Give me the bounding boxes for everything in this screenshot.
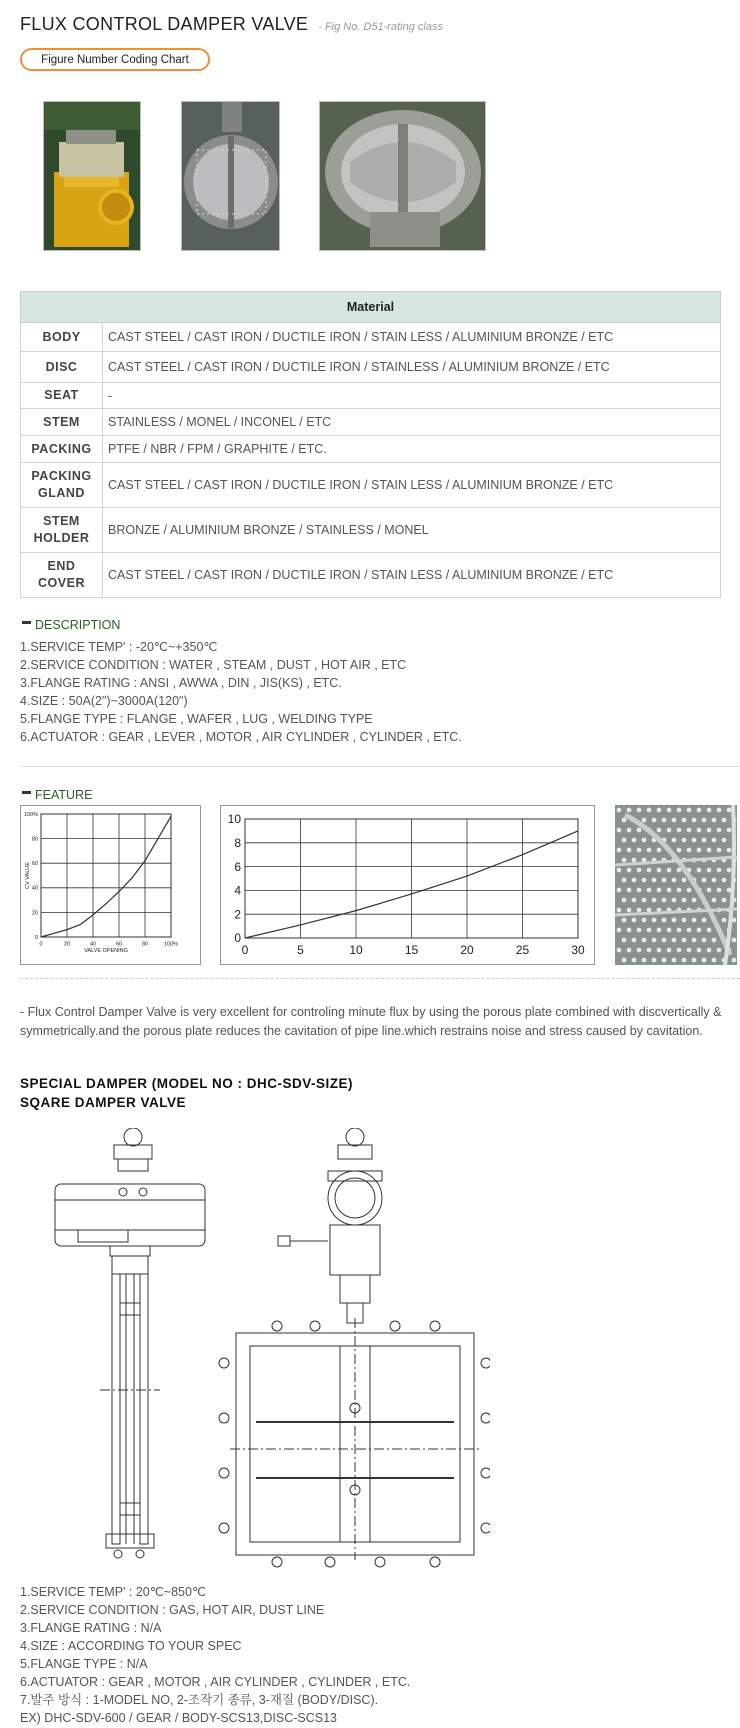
list-item: 4.SIZE : 50A(2")~3000A(120") bbox=[20, 694, 188, 708]
perforation-hole bbox=[637, 868, 642, 873]
perforation-hole bbox=[717, 888, 722, 893]
perforation-hole bbox=[627, 808, 632, 813]
perforation-hole bbox=[722, 818, 727, 823]
y-axis-label: CV VALUE bbox=[25, 862, 31, 889]
list-item: 3.FLANGE RATING : N/A bbox=[20, 1621, 162, 1635]
perforation-hole bbox=[657, 828, 662, 833]
perforation-hole bbox=[617, 908, 622, 913]
perforation-hole bbox=[687, 888, 692, 893]
table-row bbox=[21, 553, 721, 598]
perforation-hole bbox=[672, 958, 677, 963]
perforation-hole bbox=[672, 898, 677, 903]
list-item: 1.SERVICE TEMP' : -20℃~+350℃ bbox=[20, 640, 218, 654]
description-list bbox=[20, 638, 462, 746]
perforation-hole bbox=[657, 948, 662, 953]
table-row bbox=[21, 323, 721, 352]
description-heading: DESCRIPTION bbox=[22, 618, 120, 632]
perforation-hole bbox=[642, 938, 647, 943]
y-tick-label: 60 bbox=[31, 861, 38, 868]
perforation-hole bbox=[672, 918, 677, 923]
perforation-hole bbox=[652, 958, 657, 963]
perforation-hole bbox=[617, 948, 622, 953]
perforation-hole bbox=[682, 958, 687, 963]
y-tick-label: 4 bbox=[234, 883, 241, 898]
perforation-hole bbox=[632, 878, 637, 883]
perforation-hole bbox=[617, 888, 622, 893]
perforation-hole bbox=[717, 808, 722, 813]
square-damper-drawing bbox=[40, 1128, 490, 1568]
perforation-hole bbox=[637, 808, 642, 813]
perforation-hole bbox=[692, 898, 697, 903]
perforation-hole bbox=[652, 898, 657, 903]
row-value: - bbox=[103, 383, 721, 409]
perforation-hole bbox=[632, 958, 637, 963]
porous-plate-photo bbox=[615, 805, 737, 965]
perforation-hole bbox=[667, 868, 672, 873]
perforation-hole bbox=[652, 818, 657, 823]
perforation-hole bbox=[697, 928, 702, 933]
page-subtitle: - Fig No. D51-rating class bbox=[318, 21, 443, 33]
x-tick-label: 60 bbox=[115, 941, 123, 948]
perforation-hole bbox=[707, 888, 712, 893]
perforation-hole bbox=[677, 848, 682, 853]
list-item: 5.FLANGE TYPE : N/A bbox=[20, 1657, 148, 1671]
perforation-hole bbox=[642, 898, 647, 903]
perforation-hole bbox=[712, 898, 717, 903]
y-tick-label: 80 bbox=[31, 836, 38, 843]
perforation-hole bbox=[622, 938, 627, 943]
perforation-hole bbox=[642, 818, 647, 823]
perforation-hole bbox=[702, 838, 707, 843]
perforation-hole bbox=[687, 928, 692, 933]
valve-photo-interior bbox=[319, 101, 486, 251]
perforation-hole bbox=[622, 898, 627, 903]
perforation-hole bbox=[672, 878, 677, 883]
y-tick-label: 8 bbox=[234, 836, 241, 850]
row-value: BRONZE / ALUMINIUM BRONZE / STAINLESS / MONEL bbox=[103, 508, 721, 553]
perforation-hole bbox=[697, 948, 702, 953]
perforation-hole bbox=[697, 808, 702, 813]
perforation-hole bbox=[702, 818, 707, 823]
list-item: 2.SERVICE CONDITION : GAS, HOT AIR, DUST LINE bbox=[20, 1603, 325, 1617]
x-tick-label: 15 bbox=[404, 943, 419, 957]
x-tick-label: 20 bbox=[63, 941, 71, 948]
list-item: EX) DHC-SDV-600 / GEAR / BODY-SCS13,DISC-SCS13 bbox=[20, 1711, 337, 1725]
title-row bbox=[20, 14, 443, 35]
perforation-hole bbox=[727, 868, 732, 873]
perforation-hole bbox=[642, 838, 647, 843]
perforation-hole bbox=[627, 868, 632, 873]
perforation-hole bbox=[617, 868, 622, 873]
valve-photo-yellow bbox=[43, 101, 141, 251]
list-item: 6.ACTUATOR : GEAR , MOTOR , AIR CYLINDER , CYLINDER , ETC. bbox=[20, 1675, 411, 1689]
perforation-hole bbox=[677, 828, 682, 833]
perforation-hole bbox=[677, 948, 682, 953]
perforation-hole bbox=[647, 848, 652, 853]
perforation-hole bbox=[637, 848, 642, 853]
y-tick-label: 100% bbox=[23, 811, 38, 818]
perforation-hole bbox=[717, 948, 722, 953]
perforation-hole bbox=[617, 808, 622, 813]
row-key: END COVER bbox=[21, 553, 103, 598]
front-view-drawing bbox=[219, 1128, 490, 1567]
plot-area-frame bbox=[41, 814, 171, 937]
perforation-hole bbox=[707, 928, 712, 933]
perforation-hole bbox=[642, 878, 647, 883]
y-tick-label: 0 bbox=[34, 934, 38, 941]
x-tick-label: 40 bbox=[89, 941, 97, 948]
side-view-drawing bbox=[55, 1128, 205, 1558]
perforation-hole bbox=[622, 818, 627, 823]
perforation-hole bbox=[692, 818, 697, 823]
page-title: FLUX CONTROL DAMPER VALVE bbox=[20, 14, 309, 34]
perforation-hole bbox=[662, 918, 667, 923]
table-row bbox=[21, 352, 721, 383]
perforation-hole bbox=[627, 908, 632, 913]
perforation-hole bbox=[682, 838, 687, 843]
x-tick-label: 100% bbox=[163, 941, 179, 948]
perforation-hole bbox=[617, 828, 622, 833]
perforation-hole bbox=[717, 868, 722, 873]
perforation-hole bbox=[707, 828, 712, 833]
perforation-hole bbox=[722, 898, 727, 903]
perforation-hole bbox=[727, 848, 732, 853]
perforation-hole bbox=[707, 808, 712, 813]
material-table bbox=[20, 291, 721, 598]
perforation-hole bbox=[662, 818, 667, 823]
perforation-hole bbox=[677, 888, 682, 893]
perforation-hole bbox=[637, 948, 642, 953]
table-row bbox=[21, 436, 721, 463]
table-row bbox=[21, 409, 721, 436]
list-item: 7.발주 방식 : 1-MODEL NO, 2-조작기 종류, 3-재질 (BODY/DISC). bbox=[20, 1693, 379, 1707]
perforation-hole bbox=[622, 858, 627, 863]
table-row bbox=[21, 383, 721, 409]
perforation-hole bbox=[627, 888, 632, 893]
y-tick-label: 2 bbox=[234, 907, 241, 922]
perforation-hole bbox=[667, 808, 672, 813]
perforation-hole bbox=[702, 958, 707, 963]
row-key: BODY bbox=[21, 323, 103, 352]
perforation-hole bbox=[672, 938, 677, 943]
perforation-hole bbox=[722, 838, 727, 843]
row-key: STEM HOLDER bbox=[21, 508, 103, 553]
perforation-hole bbox=[637, 888, 642, 893]
perforation-hole bbox=[647, 908, 652, 913]
row-value: PTFE / NBR / FPM / GRAPHITE / ETC. bbox=[103, 436, 721, 463]
row-value: CAST STEEL / CAST IRON / DUCTILE IRON / STAINLESS / ALUMINIUM BRONZE / ETC bbox=[103, 352, 721, 383]
perforation-hole bbox=[687, 948, 692, 953]
perforation-hole bbox=[677, 928, 682, 933]
perforation-hole bbox=[687, 828, 692, 833]
perforation-hole bbox=[632, 898, 637, 903]
perforation-hole bbox=[632, 838, 637, 843]
x-tick-label: 10 bbox=[349, 943, 363, 957]
perforation-hole bbox=[662, 958, 667, 963]
y-tick-label: 40 bbox=[31, 885, 38, 892]
dashed-divider bbox=[20, 978, 740, 979]
x-tick-label: 25 bbox=[515, 943, 530, 957]
perforation-hole bbox=[682, 818, 687, 823]
perforation-hole bbox=[702, 938, 707, 943]
perforation-hole bbox=[622, 878, 627, 883]
perforation-hole bbox=[617, 928, 622, 933]
perforation-hole bbox=[662, 898, 667, 903]
perforation-hole bbox=[617, 848, 622, 853]
perforation-hole bbox=[652, 918, 657, 923]
list-item: 2.SERVICE CONDITION : WATER , STEAM , DUST , HOT AIR , ETC bbox=[20, 658, 407, 672]
list-item: 6.ACTUATOR : GEAR , LEVER , MOTOR , AIR CYLINDER , CYLINDER , ETC. bbox=[20, 730, 462, 744]
perforation-hole bbox=[682, 918, 687, 923]
perforation-hole bbox=[662, 938, 667, 943]
list-item: 1.SERVICE TEMP' : 20℃~850℃ bbox=[20, 1585, 206, 1599]
perforation-hole bbox=[627, 948, 632, 953]
perforation-hole bbox=[652, 938, 657, 943]
perforation-hole bbox=[622, 838, 627, 843]
perforation-hole bbox=[727, 808, 732, 813]
material-table-header: Material bbox=[21, 292, 721, 323]
perforation-hole bbox=[632, 918, 637, 923]
perforation-hole bbox=[687, 848, 692, 853]
heading-bar-icon bbox=[22, 791, 31, 794]
perforation-hole bbox=[692, 958, 697, 963]
row-value: CAST STEEL / CAST IRON / DUCTILE IRON / STAIN LESS / ALUMINIUM BRONZE / ETC bbox=[103, 323, 721, 352]
perforation-hole bbox=[717, 828, 722, 833]
perforation-hole bbox=[647, 868, 652, 873]
perforation-hole bbox=[667, 888, 672, 893]
perforation-hole bbox=[707, 948, 712, 953]
perforation-hole bbox=[692, 918, 697, 923]
perforation-hole bbox=[667, 828, 672, 833]
perforation-hole bbox=[697, 868, 702, 873]
perforation-hole bbox=[707, 848, 712, 853]
perforation-hole bbox=[672, 818, 677, 823]
feature-description: - Flux Control Damper Valve is very excellent for controling minute flux by using the porous plate combined with discvertically & symmetrically.and the porous plate reduces the cavitation of pipe line.which restrains noise and stress caused by cavitation. bbox=[20, 1005, 722, 1038]
list-item: 5.FLANGE TYPE : FLANGE , WAFER , LUG , WELDING TYPE bbox=[20, 712, 373, 726]
special-title-line2: SQARE DAMPER VALVE bbox=[20, 1095, 187, 1110]
x-tick-label: 0 bbox=[39, 941, 43, 948]
x-tick-label: 30 bbox=[571, 943, 585, 957]
special-title-line1: SPECIAL DAMPER (MODEL NO : DHC-SDV-SIZE) bbox=[20, 1076, 354, 1091]
perforation-hole bbox=[722, 918, 727, 923]
perforation-hole bbox=[647, 928, 652, 933]
row-key: DISC bbox=[21, 352, 103, 383]
perforation-hole bbox=[702, 918, 707, 923]
perforation-hole bbox=[732, 958, 737, 963]
list-item: 3.FLANGE RATING : ANSI , AWWA , DIN , JIS(KS) , ETC. bbox=[20, 676, 342, 690]
perforation-hole bbox=[652, 878, 657, 883]
perforation-hole bbox=[622, 958, 627, 963]
perforation-hole bbox=[692, 838, 697, 843]
perforation-hole bbox=[697, 848, 702, 853]
perforation-hole bbox=[702, 878, 707, 883]
perforation-hole bbox=[637, 928, 642, 933]
list-item: 4.SIZE : ACCORDING TO YOUR SPEC bbox=[20, 1639, 242, 1653]
perforation-hole bbox=[627, 928, 632, 933]
perforation-hole bbox=[627, 848, 632, 853]
perforation-hole bbox=[682, 938, 687, 943]
row-value: CAST STEEL / CAST IRON / DUCTILE IRON / STAIN LESS / ALUMINIUM BRONZE / ETC bbox=[103, 463, 721, 508]
special-damper-title bbox=[20, 1074, 353, 1112]
row-key: SEAT bbox=[21, 383, 103, 409]
perforation-hole bbox=[632, 938, 637, 943]
row-key: PACKING GLAND bbox=[21, 463, 103, 508]
perforation-hole bbox=[647, 888, 652, 893]
cv-curve-chart bbox=[20, 805, 201, 965]
perforation-hole bbox=[712, 818, 717, 823]
perforation-hole bbox=[662, 878, 667, 883]
perforation-hole bbox=[647, 808, 652, 813]
row-key: PACKING bbox=[21, 436, 103, 463]
perforation-hole bbox=[667, 948, 672, 953]
perforation-hole bbox=[657, 868, 662, 873]
x-tick-label: 80 bbox=[141, 941, 149, 948]
perforation-hole bbox=[642, 958, 647, 963]
y-tick-label: 10 bbox=[227, 812, 241, 827]
perforation-hole bbox=[732, 938, 737, 943]
perforation-hole bbox=[632, 858, 637, 863]
perforation-hole bbox=[667, 928, 672, 933]
perforation-hole bbox=[712, 958, 717, 963]
flux-line-chart bbox=[220, 805, 595, 965]
perforation-hole bbox=[682, 898, 687, 903]
valve-photo-disc bbox=[181, 101, 280, 251]
feature-heading: FEATURE bbox=[22, 788, 92, 802]
perforation-hole bbox=[712, 938, 717, 943]
perforation-hole bbox=[687, 808, 692, 813]
perforation-hole bbox=[647, 948, 652, 953]
perforation-hole bbox=[672, 838, 677, 843]
perforation-hole bbox=[627, 828, 632, 833]
row-value: CAST STEEL / CAST IRON / DUCTILE IRON / STAIN LESS / ALUMINIUM BRONZE / ETC bbox=[103, 553, 721, 598]
perforation-hole bbox=[712, 838, 717, 843]
x-tick-label: 20 bbox=[460, 943, 474, 957]
perforation-hole bbox=[712, 878, 717, 883]
perforation-hole bbox=[657, 848, 662, 853]
perforation-hole bbox=[642, 918, 647, 923]
perforation-hole bbox=[722, 878, 727, 883]
perforation-hole bbox=[697, 828, 702, 833]
row-value: STAINLESS / MONEL / INCONEL / ETC bbox=[103, 409, 721, 436]
figure-number-coding-chart-button[interactable]: Figure Number Coding Chart bbox=[20, 48, 210, 71]
perforation-hole bbox=[692, 938, 697, 943]
x-axis-label: VALVE OPENING bbox=[84, 948, 128, 954]
heading-bar-icon bbox=[22, 621, 31, 624]
perforation-hole bbox=[707, 868, 712, 873]
perforation-hole bbox=[637, 828, 642, 833]
x-tick-label: 0 bbox=[241, 943, 249, 957]
perforation-hole bbox=[622, 918, 627, 923]
special-spec-list bbox=[20, 1583, 410, 1727]
perforation-hole bbox=[682, 878, 687, 883]
perforation-hole bbox=[657, 928, 662, 933]
perforation-hole bbox=[657, 888, 662, 893]
perforation-hole bbox=[637, 908, 642, 913]
row-key: STEM bbox=[21, 409, 103, 436]
table-row bbox=[21, 463, 721, 508]
series-line bbox=[41, 816, 171, 937]
table-row bbox=[21, 508, 721, 553]
perforation-hole bbox=[727, 828, 732, 833]
perforation-hole bbox=[677, 808, 682, 813]
x-tick-label: 5 bbox=[297, 943, 304, 957]
divider bbox=[20, 766, 740, 767]
y-tick-label: 0 bbox=[234, 931, 241, 946]
y-tick-label: 20 bbox=[31, 910, 38, 917]
perforation-hole bbox=[657, 808, 662, 813]
perforation-hole bbox=[717, 848, 722, 853]
y-tick-label: 6 bbox=[234, 859, 241, 874]
